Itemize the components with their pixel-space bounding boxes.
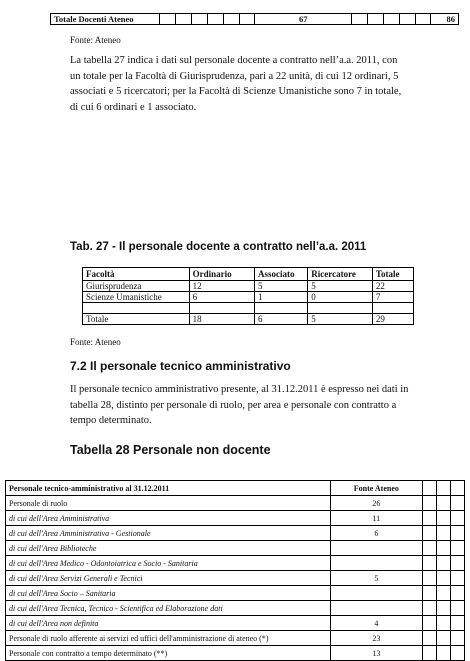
table-cell — [451, 586, 465, 601]
table-cell — [330, 556, 423, 571]
top-table — [50, 13, 459, 25]
table-cell: 11 — [330, 511, 423, 526]
table-row — [83, 281, 414, 292]
table-header-row — [83, 268, 414, 281]
row-label: Scienze Umanistiche — [83, 292, 190, 303]
table-cell: 23 — [330, 631, 423, 646]
row-label: Personale con contratto a tempo determinato (**) — [6, 646, 331, 661]
row-label: di cui dell'Area Amministrativa - Gestionale — [6, 526, 331, 541]
paragraph: Il personale tecnico amministrativo presente, al 31.12.2011 è espresso nei dati in tabella 28, distinto per personale di ruolo, per area e personale con contratto a tempo determinato. — [70, 384, 409, 426]
table-cell — [189, 303, 254, 314]
table-cell — [451, 571, 465, 586]
top-table-value-a: 67 — [255, 14, 352, 25]
table-cell — [437, 511, 451, 526]
table-cell — [352, 14, 368, 25]
table-row — [6, 631, 465, 646]
table-cell: 0 — [308, 292, 373, 303]
table-cell: 5 — [308, 281, 373, 292]
row-label: Personale di ruolo afferente ai servizi ed uffici dell'amministrazione di ateneo (*) — [6, 631, 331, 646]
table-row — [6, 571, 465, 586]
table-row — [83, 292, 414, 303]
table-cell — [437, 556, 451, 571]
table-cell: 6 — [255, 314, 308, 325]
table-cell — [423, 556, 437, 571]
paragraph: La tabella 27 indica i dati sul personale docente a contratto nell’a.a. 2011, con un totale per la Facoltà di Giurisprudenza, pari a 22 unità, di cui 12 ordinari, 5 associati e 5 ricercatori; per la Facoltà di Scienze Umanistiche sono 7 in totale, di cui 6 ordinari e 1 associato. — [70, 55, 402, 113]
top-table-label: Totale Docenti Ateneo — [51, 14, 160, 25]
table-cell — [451, 646, 465, 661]
table-cell — [415, 14, 431, 25]
table-cell — [451, 616, 465, 631]
table-cell — [308, 303, 373, 314]
table-cell: 18 — [189, 314, 254, 325]
table-row — [83, 314, 414, 325]
table-cell: 13 — [330, 646, 423, 661]
table-cell — [451, 481, 465, 496]
table-cell — [423, 586, 437, 601]
table-cell: 4 — [330, 616, 423, 631]
section-heading: 7.2 Il personale tecnico amministrativo — [70, 359, 291, 373]
table-cell — [191, 14, 207, 25]
table-header-row — [6, 481, 465, 496]
row-label: di cui dell'Area Socio – Sanitaria — [6, 586, 331, 601]
row-label: Personale di ruolo — [6, 496, 331, 511]
table-row — [6, 496, 465, 511]
table-cell: 26 — [330, 496, 423, 511]
table-cell — [399, 14, 415, 25]
table-row — [6, 646, 465, 661]
row-label: di cui dell'Area Servizi Generali e Tecnici — [6, 571, 331, 586]
table-cell — [437, 646, 451, 661]
table-cell — [367, 14, 383, 25]
table-cell: 5 — [308, 314, 373, 325]
table-cell — [437, 496, 451, 511]
table-cell — [423, 511, 437, 526]
table-cell — [330, 601, 423, 616]
table-cell: 6 — [189, 292, 254, 303]
row-label: di cui dell'Area Biblioteche — [6, 541, 331, 556]
table-cell — [255, 303, 308, 314]
table-title: Tab. 27 - Il personale docente a contratto nell’a.a. 2011 — [70, 241, 367, 253]
column-header: Ricercatore — [308, 268, 373, 281]
table-cell — [437, 631, 451, 646]
table-cell — [437, 571, 451, 586]
table-cell — [372, 303, 413, 314]
table-cell — [423, 481, 437, 496]
table-cell — [176, 14, 192, 25]
table-cell — [330, 586, 423, 601]
table-cell — [451, 601, 465, 616]
table-cell — [437, 616, 451, 631]
table-cell — [451, 511, 465, 526]
row-label: di cui dell'Area Tecnica, Tecnico - Scientifica ed Elaborazione dati — [6, 601, 331, 616]
table-cell — [451, 526, 465, 541]
table-cell — [437, 586, 451, 601]
table-row — [6, 526, 465, 541]
table-row — [6, 511, 465, 526]
row-label: Giurisprudenza — [83, 281, 190, 292]
column-header: Facoltà — [83, 268, 190, 281]
table-row — [83, 303, 414, 314]
table-cell — [437, 541, 451, 556]
column-header: Ordinario — [189, 268, 254, 281]
table-cell — [451, 541, 465, 556]
source-note: Fonte: Ateneo — [70, 337, 121, 347]
table-cell — [160, 14, 176, 25]
table-cell — [423, 526, 437, 541]
table-cell: 6 — [330, 526, 423, 541]
column-header: Totale — [372, 268, 413, 281]
table-cell — [207, 14, 223, 25]
source-note: Fonte: Ateneo — [70, 35, 121, 45]
table-28 — [5, 480, 465, 661]
table-cell — [451, 631, 465, 646]
column-header: Fonte Ateneo — [330, 481, 423, 496]
table-row — [6, 616, 465, 631]
table-cell: 1 — [255, 292, 308, 303]
row-label: di cui dell'Area Amministrativa — [6, 511, 331, 526]
table-cell: 7 — [372, 292, 413, 303]
table-cell — [423, 496, 437, 511]
table-cell — [330, 541, 423, 556]
table-cell: 22 — [372, 281, 413, 292]
table-cell: 5 — [255, 281, 308, 292]
table-cell — [437, 526, 451, 541]
table-cell: 29 — [372, 314, 413, 325]
table-cell — [423, 646, 437, 661]
column-header: Associato — [255, 268, 308, 281]
table-cell — [423, 631, 437, 646]
table-cell — [451, 556, 465, 571]
row-label: di cui dell'Area Medico - Odontoiatrica e Socio - Sanitaria — [6, 556, 331, 571]
table-row — [51, 14, 459, 25]
table-cell — [383, 14, 399, 25]
table-cell — [451, 496, 465, 511]
top-table-value-b: 86 — [431, 14, 459, 25]
table-row — [6, 601, 465, 616]
table-cell — [239, 14, 255, 25]
table-row — [6, 556, 465, 571]
table-cell — [437, 601, 451, 616]
table-cell: 12 — [189, 281, 254, 292]
table-row — [6, 541, 465, 556]
table-cell — [437, 481, 451, 496]
table-cell — [423, 601, 437, 616]
row-label: Totale — [83, 314, 190, 325]
column-header: Personale tecnico-amministrativo al 31.12.2011 — [6, 481, 331, 496]
table-cell — [423, 616, 437, 631]
table-cell: 5 — [330, 571, 423, 586]
table-cell — [423, 541, 437, 556]
table-row — [6, 586, 465, 601]
table-cell — [223, 14, 239, 25]
table-title: Tabella 28 Personale non docente — [70, 443, 271, 457]
row-label — [83, 303, 190, 314]
row-label: di cui dell'Area non definita — [6, 616, 331, 631]
table-27 — [82, 267, 414, 325]
table-cell — [423, 571, 437, 586]
